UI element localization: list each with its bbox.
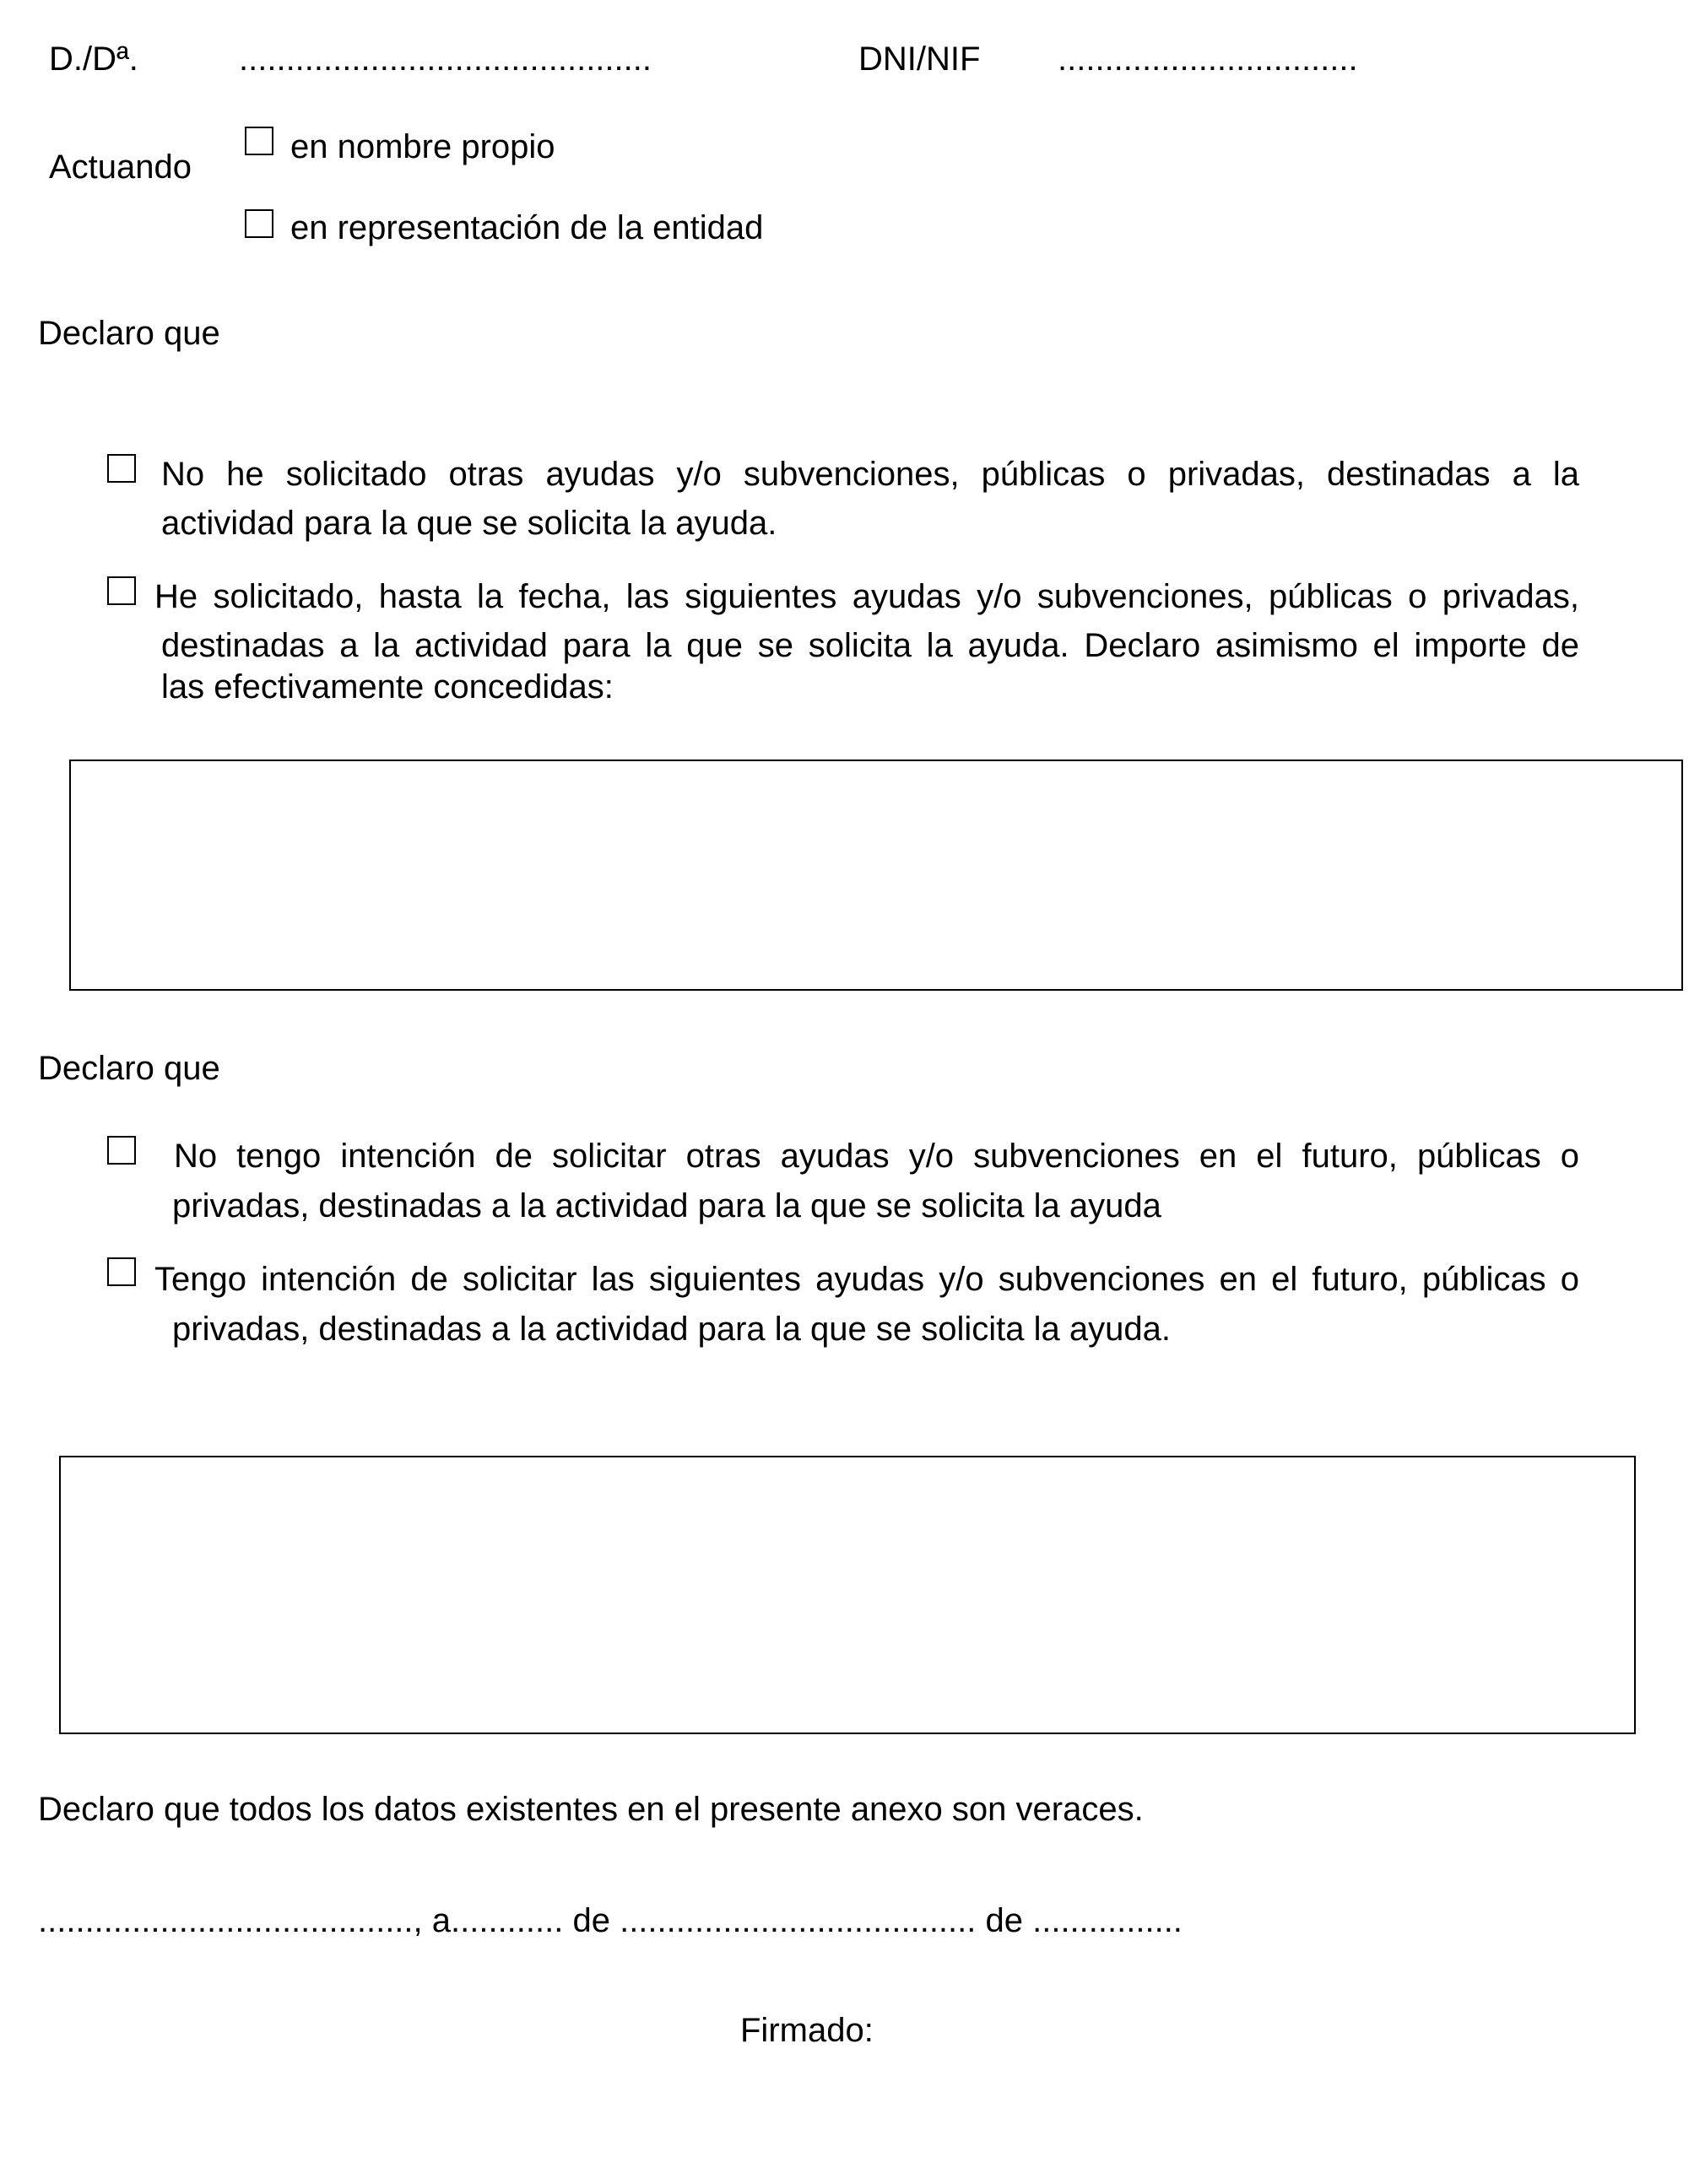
no-future-aid-checkbox[interactable] xyxy=(107,1136,136,1165)
aid-requested-line1: He solicitado, hasta la fecha, las siguientes ayudas y/o subvenciones, públicas o privadas, xyxy=(154,578,1579,615)
acting-label: Actuando xyxy=(49,149,192,186)
aid-requested-checkbox[interactable] xyxy=(107,576,136,605)
no-future-aid-line2: privadas, destinadas a la actividad para la que se solicita la ayuda xyxy=(172,1187,1161,1224)
place-date-line[interactable]: ........................................, a............ de ...................................... de ................ xyxy=(38,1902,1183,1939)
aid-requested-line3: las efectivamente concedidas: xyxy=(161,668,614,705)
name-field[interactable]: ............................................ xyxy=(239,41,652,78)
no-aid-requested-line1: No he solicitado otras ayudas y/o subvenciones, públicas o privadas, destinadas a la xyxy=(161,456,1579,493)
future-aid-details-box[interactable] xyxy=(59,1456,1636,1734)
future-aid-line2: privadas, destinadas a la actividad para la que se solicita la ayuda. xyxy=(172,1311,1171,1348)
own-name-checkbox[interactable] xyxy=(245,127,273,155)
entity-representation-label: en representación de la entidad xyxy=(290,209,764,246)
id-label: DNI/NIF xyxy=(858,41,981,78)
veracity-statement: Declaro que todos los datos existentes en el presente anexo son veraces. xyxy=(38,1791,1144,1828)
section2-heading: Declaro que xyxy=(38,1050,220,1087)
aid-requested-details-box[interactable] xyxy=(69,760,1683,991)
no-future-aid-line1: No tengo intención de solicitar otras ayudas y/o subvenciones en el futuro, públicas o xyxy=(174,1138,1579,1175)
own-name-label: en nombre propio xyxy=(290,128,555,165)
id-field[interactable]: ................................ xyxy=(1058,41,1358,78)
no-aid-requested-checkbox[interactable] xyxy=(107,454,136,483)
entity-representation-checkbox[interactable] xyxy=(245,209,273,238)
signed-label: Firmado: xyxy=(740,2012,874,2049)
name-label: D./Dª. xyxy=(49,41,138,78)
aid-requested-line2: destinadas a la actividad para la que se solicita la ayuda. Declaro asimismo el importe de xyxy=(161,627,1579,664)
section1-heading: Declaro que xyxy=(38,315,220,352)
future-aid-line1: Tengo intención de solicitar las siguientes ayudas y/o subvenciones en el futuro, públicas o xyxy=(154,1261,1579,1298)
no-aid-requested-line2: actividad para la que se solicita la ayuda. xyxy=(161,505,777,542)
future-aid-checkbox[interactable] xyxy=(107,1257,136,1286)
